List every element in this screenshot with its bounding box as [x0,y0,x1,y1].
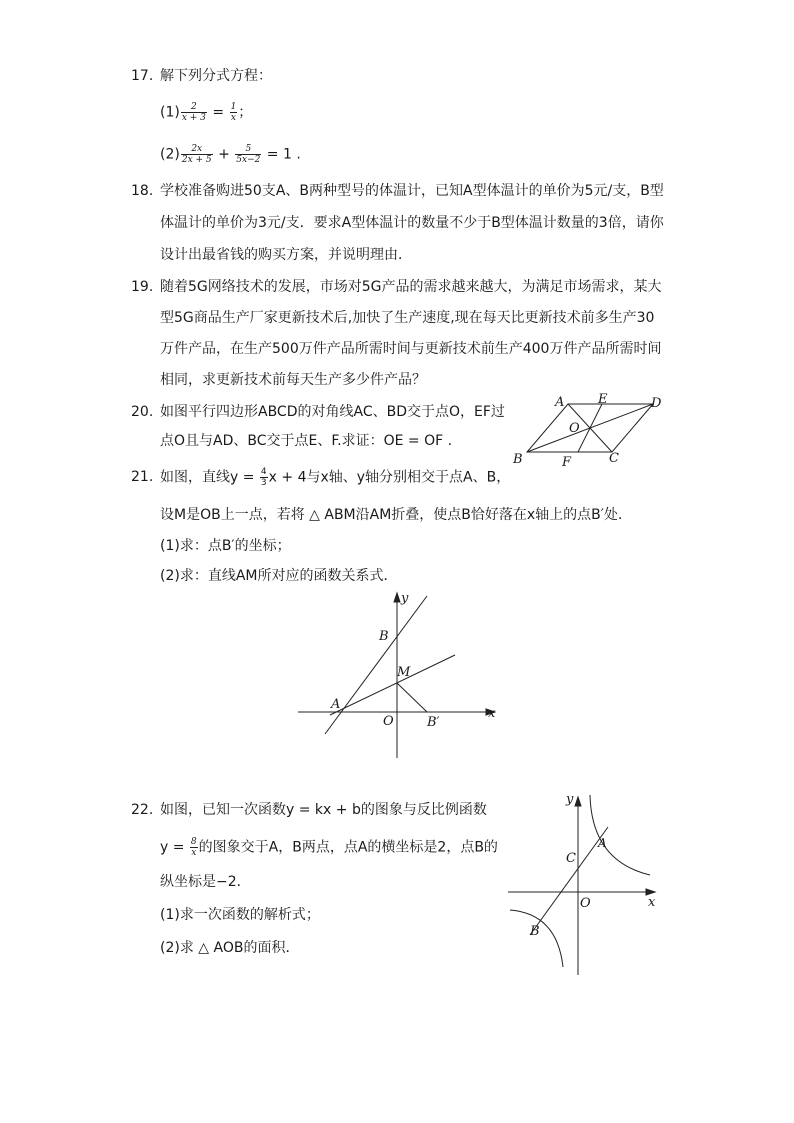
q17-p1-frac-lhs: $\frac{2}{x + 3}$ [181,102,206,123]
label-c: C [566,851,576,866]
q18-line3: 设计出最省钱的购买方案，并说明理由． [160,247,412,263]
q19-line4: 相同，求更新技术前每天生产多少件产品？ [160,372,426,388]
q19-number: 19. [131,279,154,295]
label-e: E [598,392,608,407]
label-x: x [648,895,656,910]
q22-number: 22. [131,802,154,818]
label-b: B [379,629,389,644]
label-o: O [383,714,394,729]
q22-part2: (2)求 △ AOB的面积． [160,940,300,956]
q22-line2: y = $\frac{8}{x}$ 的图象交于A，B两点，点A的横坐标是2，点B的 [160,837,498,858]
q21-line2: 设M是OB上一点，若将 △ ABM沿AM折叠，使点B恰好落在x轴上的点B′处． [160,507,632,523]
q17-stem: 解下列分式方程： [160,68,272,84]
line-ab [325,596,427,734]
q22-frac: $\frac{8}{x}$ [190,837,197,858]
segment-mbprime [397,683,427,712]
y-axis-arrow [575,797,581,806]
q21-line1: 如图，直线y = $\frac{4}{3}$ x + 4与x轴、y轴分别相交于点A、B， [160,467,511,488]
label-m: M [397,665,411,680]
q20-line2: 点O且与AD、BC交于点E、F.求证：OE = OF . [160,433,453,449]
parallelogram-figure [505,390,675,470]
q17-p2-frac-2: $\frac{5}{5x-2}$ [236,144,261,165]
q21-part1: (1)求：点B′的坐标； [160,538,291,554]
hyperbola-branch-q1 [590,795,650,875]
label-b: B [530,924,540,939]
label-a: A [555,395,565,410]
label-a: A [598,836,607,850]
q22-line1: 如图，已知一次函数y = kx + b的图象与反比例函数 [160,802,487,818]
q22-part1: (1)求一次函数的解析式； [160,907,320,923]
q17-number: 17. [131,68,154,84]
y-axis-arrow [394,593,400,602]
q22-line3: 纵坐标是−2． [160,874,251,890]
label-o: O [569,421,580,436]
q20-line1: 如图平行四边形ABCD的对角线AC、BD交于点O，EF过 [160,404,505,420]
label-y: y [566,792,574,807]
line-ab [530,827,608,935]
q19-line1: 随着5G网络技术的发展，市场对5G产品的需求越来越大，为满足市场需求，某大 [160,279,662,295]
q19-line3: 万件产品，在生产500万件产品所需时间与更新技术前生产400万件产品所需时间 [160,341,662,357]
q17-p1-frac-rhs: $\frac{1}{x}$ [230,102,237,123]
label-b: B [513,452,523,467]
q18-line2: 体温计的单价为3元/支．要求A型体温计的数量不少于B型体温计数量的3倍，请你 [160,215,664,231]
label-f: F [562,455,572,470]
q21-coordinate-figure [290,588,505,763]
q21-frac: $\frac{4}{3}$ [260,467,267,488]
q19-line2: 型5G商品生产厂家更新技术后,加快了生产速度,现在每天比更新技术前多生产30 [160,310,655,326]
q22-coordinate-figure [500,785,670,980]
line-am [330,655,455,715]
q18-number: 18. [131,183,154,199]
q17-p2-frac-1: $\frac{2x}{2x + 5}$ [181,144,212,165]
q17-part1: (1) $\frac{2}{x + 3}$ = $\frac{1}{x}$ ； [160,102,253,123]
q21-number: 21. [131,469,154,485]
q20-number: 20. [131,404,154,420]
segment-ef [578,404,602,452]
label-y: y [401,591,409,606]
q17-part2: (2) $\frac{2x}{2x + 5}$ + $\frac{5}{5x-2}$ = 1 . [160,144,301,165]
label-a: A [331,697,341,712]
label-bprime: B′ [427,715,440,730]
label-o: O [580,896,591,911]
label-d: D [651,396,662,411]
q18-line1: 学校准备购进50支A、B两种型号的体温计，已知A型体温计的单价为5元/支，B型 [160,183,664,199]
label-c: C [609,451,619,466]
q21-part2: (2)求：直线AM所对应的函数关系式． [160,568,398,584]
label-x: x [488,706,496,721]
